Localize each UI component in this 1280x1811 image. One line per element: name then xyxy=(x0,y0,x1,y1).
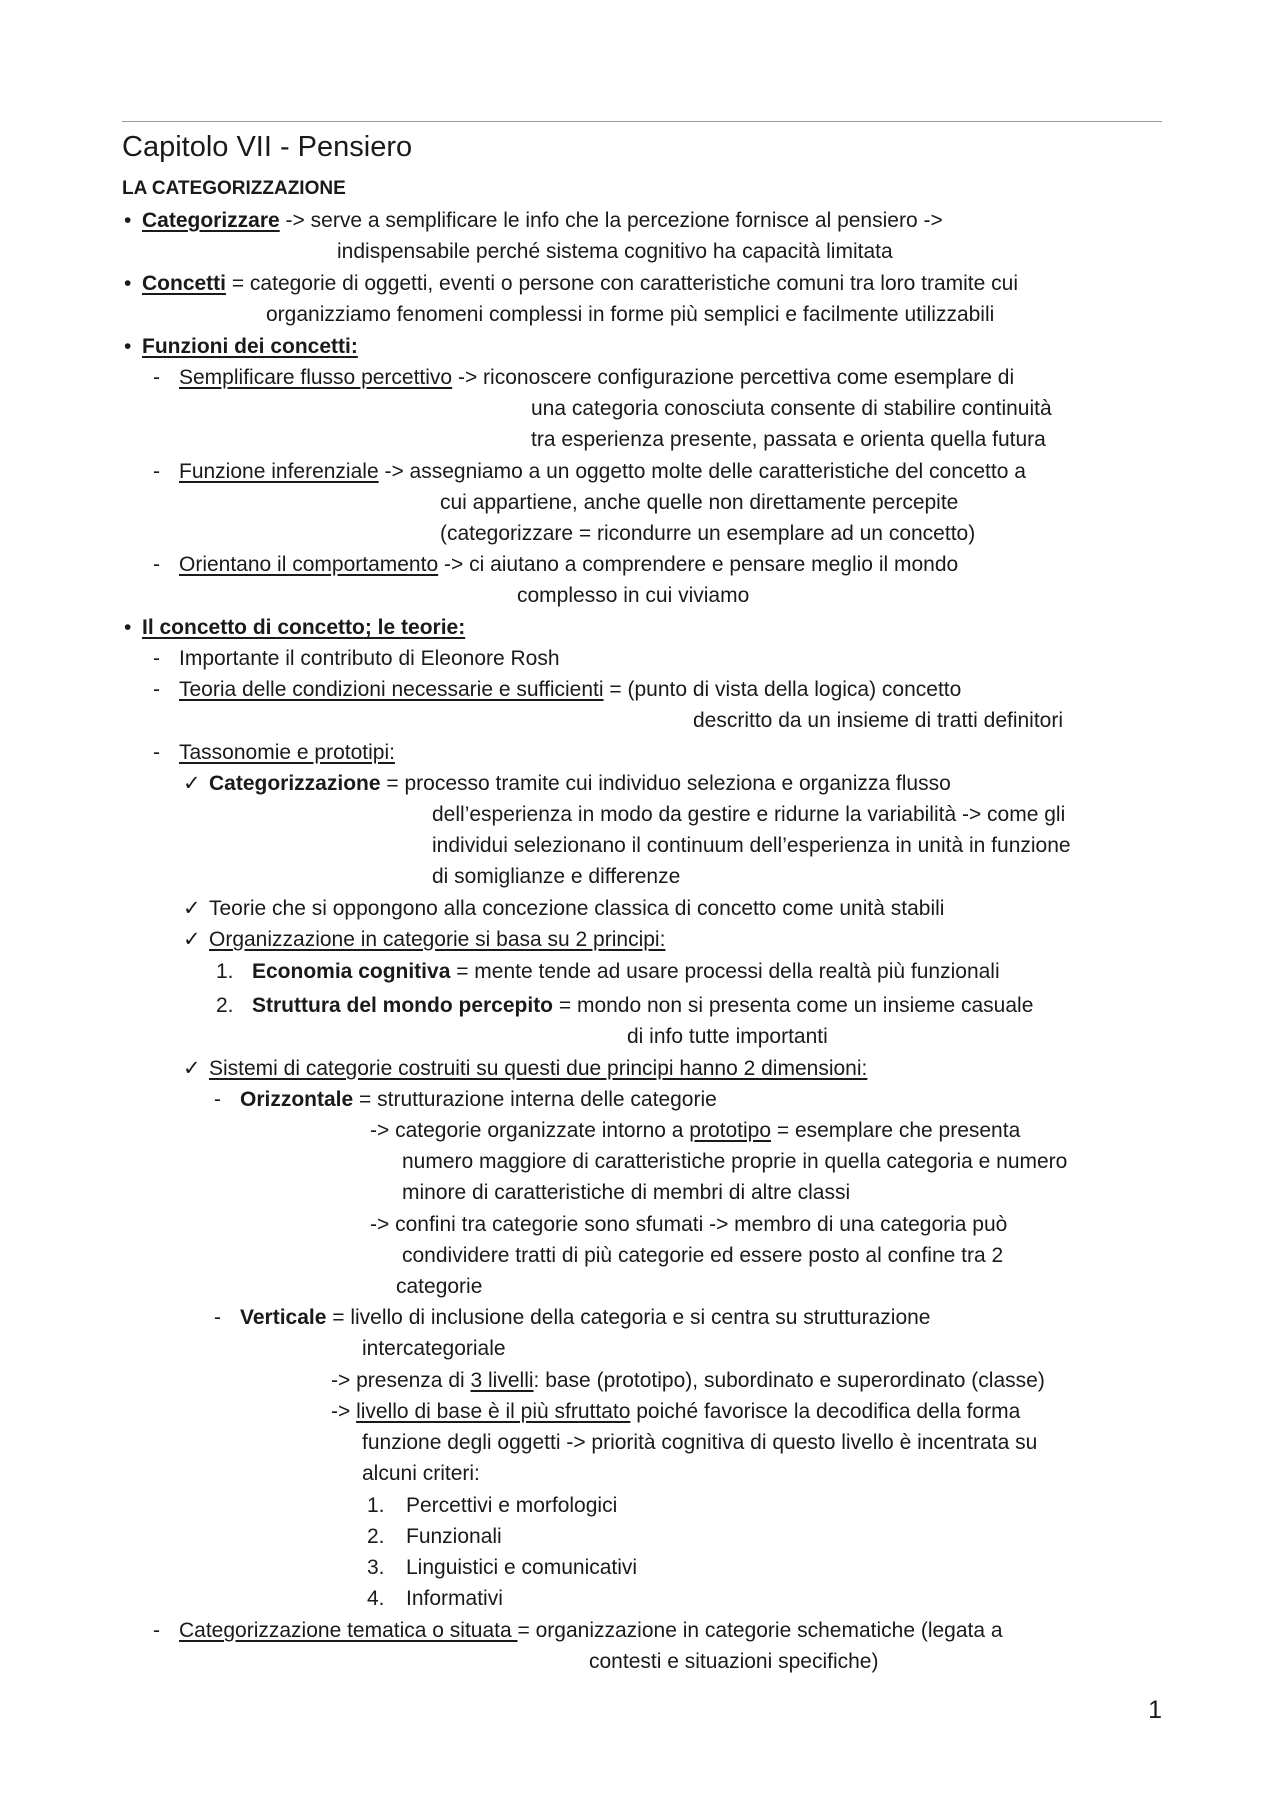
list-number: 1. xyxy=(216,960,234,983)
list-item-verticale: Verticale = livello di inclusione della categoria e si centra su strutturazione xyxy=(240,1306,931,1329)
continuation-line: una categoria conosciuta consente di stabilire continuità xyxy=(531,397,1052,420)
bullet-marker: • xyxy=(124,209,132,232)
dash-marker: - xyxy=(153,741,160,764)
list-item-tematica: Categorizzazione tematica o situata = organizzazione in categorie schematiche (legata a xyxy=(179,1619,1003,1642)
check-icon: ✓ xyxy=(183,772,201,795)
heading-teorie: Il concetto di concetto; le teorie: xyxy=(142,616,466,639)
list-item-categorizzare: Categorizzare -> serve a semplificare le info che la percezione fornisce al pensiero -> xyxy=(142,209,943,232)
heading-principi: Organizzazione in categorie si basa su 2 principi: xyxy=(209,928,666,951)
check-icon: ✓ xyxy=(183,897,201,920)
list-item-criterio: Informativi xyxy=(406,1587,503,1610)
continuation-line: descritto da un insieme di tratti definitori xyxy=(693,709,1064,732)
heading-tassonomie: Tassonomie e prototipi: xyxy=(179,741,395,764)
term-concetti: Concetti xyxy=(142,272,226,295)
list-item-opposte: Teorie che si oppongono alla concezione classica di concetto come unità stabili xyxy=(209,897,945,920)
arrow-line-prototipo: -> categorie organizzate intorno a prototipo = esemplare che presenta xyxy=(370,1119,1021,1142)
check-icon: ✓ xyxy=(183,928,201,951)
bullet-marker: • xyxy=(124,616,132,639)
header-rule xyxy=(122,121,1162,122)
dash-marker: - xyxy=(153,678,160,701)
continuation-line: indispensabile perché sistema cognitivo ha capacità limitata xyxy=(337,240,893,263)
list-number: 1. xyxy=(367,1494,385,1517)
dash-marker: - xyxy=(153,553,160,576)
list-item-criterio: Percettivi e morfologici xyxy=(406,1494,618,1517)
term-categorizzare: Categorizzare xyxy=(142,209,280,232)
page-number: 1 xyxy=(1148,1696,1162,1724)
continuation-line: (categorizzare = ricondurre un esemplare ad un concetto) xyxy=(440,522,976,545)
list-item-orientano: Orientano il comportamento -> ci aiutano a comprendere e pensare meglio il mondo xyxy=(179,553,959,576)
dash-marker: - xyxy=(153,1619,160,1642)
page-title: Capitolo VII - Pensiero xyxy=(122,131,413,163)
bullet-marker: • xyxy=(124,335,132,358)
dash-marker: - xyxy=(153,366,160,389)
continuation-line: complesso in cui viviamo xyxy=(517,584,750,607)
continuation-line: condividere tratti di più categorie ed essere posto al confine tra 2 xyxy=(402,1244,1004,1267)
continuation-line: alcuni criteri: xyxy=(362,1462,480,1485)
continuation-line: categorie xyxy=(396,1275,483,1298)
list-item-struttura: Struttura del mondo percepito = mondo non si presenta come un insieme casuale xyxy=(252,994,1034,1017)
continuation-line: minore di caratteristiche di membri di altre classi xyxy=(402,1181,851,1204)
dash-marker: - xyxy=(153,460,160,483)
list-number: 2. xyxy=(367,1525,385,1548)
arrow-line-livelli: -> presenza di 3 livelli: base (prototipo), subordinato e superordinato (classe) xyxy=(331,1369,1045,1392)
list-item-concetti: Concetti = categorie di oggetti, eventi o persone con caratteristiche comuni tra loro tramite cui xyxy=(142,272,1018,295)
list-item-rosh: Importante il contributo di Eleonore Rosh xyxy=(179,647,560,670)
bullet-marker: • xyxy=(124,272,132,295)
continuation-line: numero maggiore di caratteristiche proprie in quella categoria e numero xyxy=(402,1150,1068,1173)
list-item-inferenziale: Funzione inferenziale -> assegniamo a un oggetto molte delle caratteristiche del concetto a xyxy=(179,460,1026,483)
arrow-line-livello-base: -> livello di base è il più sfruttato poiché favorisce la decodifica della forma xyxy=(331,1400,1021,1423)
check-icon: ✓ xyxy=(183,1057,201,1080)
dash-marker: - xyxy=(214,1306,221,1329)
list-item-criterio: Linguistici e comunicativi xyxy=(406,1556,638,1579)
list-item-condizioni: Teoria delle condizioni necessarie e sufficienti = (punto di vista della logica) concetto xyxy=(179,678,962,701)
list-number: 3. xyxy=(367,1556,385,1579)
list-item-economia: Economia cognitiva = mente tende ad usare processi della realtà più funzionali xyxy=(252,960,1000,983)
heading-dimensioni: Sistemi di categorie costruiti su questi due principi hanno 2 dimensioni: xyxy=(209,1057,868,1080)
dash-marker: - xyxy=(214,1088,221,1111)
continuation-line: funzione degli oggetti -> priorità cognitiva di questo livello è incentrata su xyxy=(362,1431,1038,1454)
continuation-line: dell’esperienza in modo da gestire e ridurne la variabilità -> come gli xyxy=(432,803,1066,826)
continuation-line: tra esperienza presente, passata e orienta quella futura xyxy=(531,428,1046,451)
continuation-line: cui appartiene, anche quelle non direttamente percepite xyxy=(440,491,959,514)
list-item-orizzontale: Orizzontale = strutturazione interna delle categorie xyxy=(240,1088,717,1111)
list-item-categorizzazione: Categorizzazione = processo tramite cui individuo seleziona e organizza flusso xyxy=(209,772,951,795)
continuation-line: contesti e situazioni specifiche) xyxy=(589,1650,879,1673)
list-item-criterio: Funzionali xyxy=(406,1525,502,1548)
list-item-semplificare: Semplificare flusso percettivo -> riconoscere configurazione percettiva come esemplare di xyxy=(179,366,1015,389)
continuation-line: di info tutte importanti xyxy=(627,1025,828,1048)
continuation-line: individui selezionano il continuum dell’esperienza in unità in funzione xyxy=(432,834,1071,857)
heading-funzioni-concetti: Funzioni dei concetti: xyxy=(142,335,358,358)
section-heading: LA CATEGORIZZAZIONE xyxy=(122,178,346,199)
dash-marker: - xyxy=(153,647,160,670)
continuation-line: di somiglianze e differenze xyxy=(432,865,681,888)
continuation-line: intercategoriale xyxy=(362,1337,506,1360)
arrow-line-confini: -> confini tra categorie sono sfumati -> membro di una categoria può xyxy=(370,1213,1008,1236)
list-number: 2. xyxy=(216,994,234,1017)
continuation-line: organizziamo fenomeni complessi in forme più semplici e facilmente utilizzabili xyxy=(266,303,995,326)
list-number: 4. xyxy=(367,1587,385,1610)
